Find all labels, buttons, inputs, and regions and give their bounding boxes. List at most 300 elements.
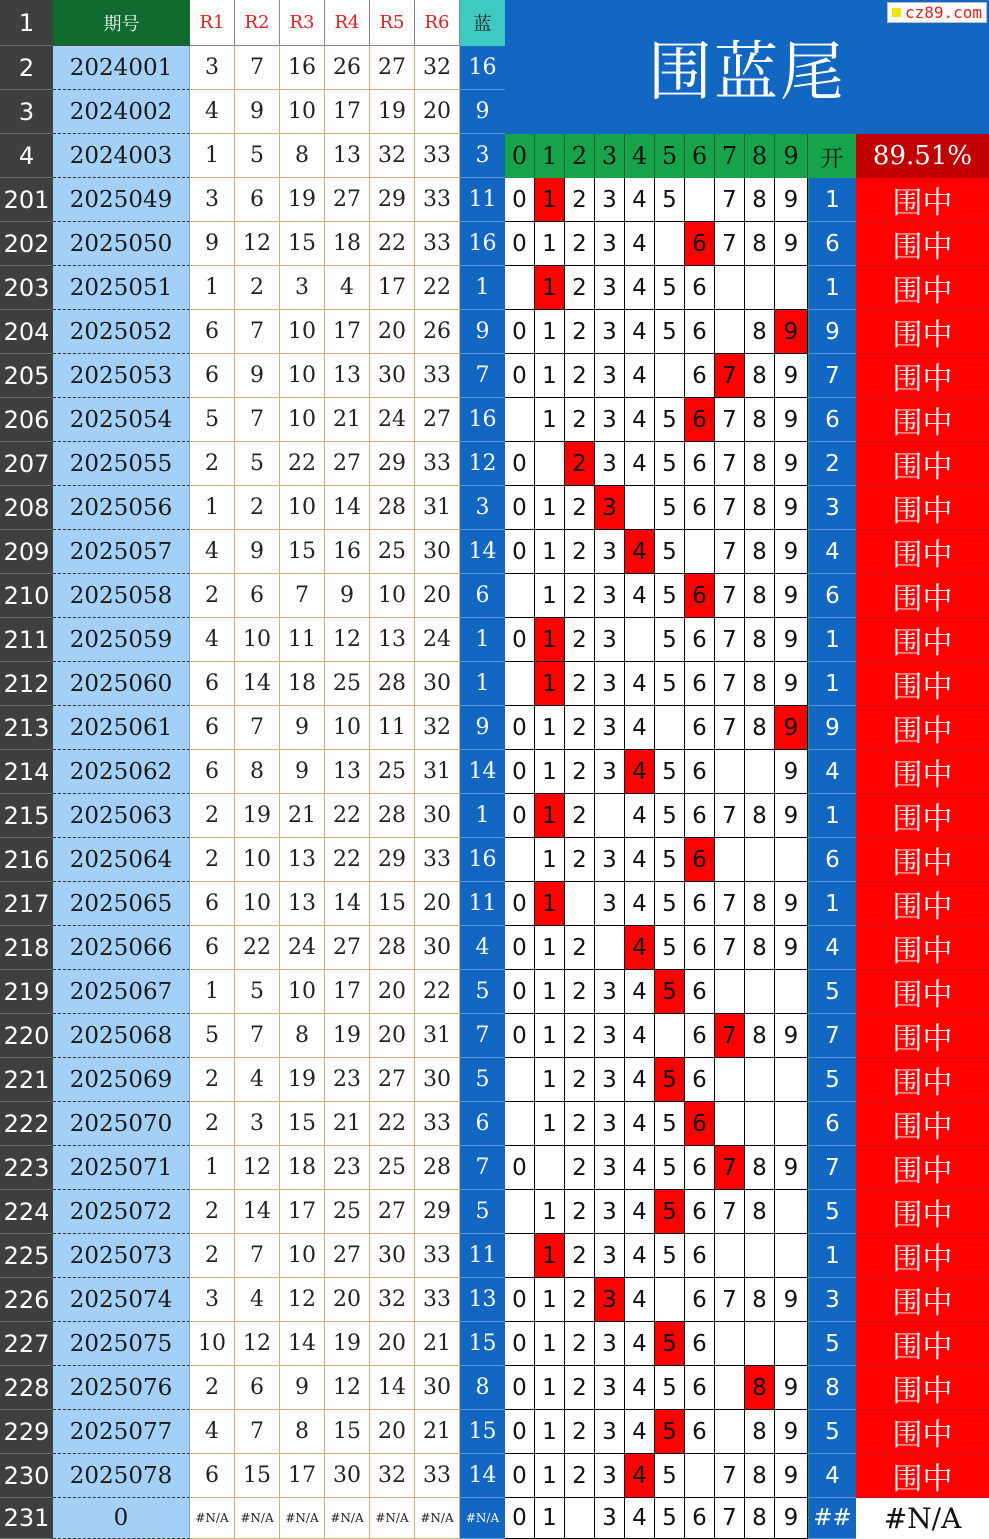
kai-cell[interactable]: ## [808,1498,856,1539]
tail-digit-cell[interactable]: 2 [565,1058,595,1102]
result-cell[interactable]: 围中 [856,970,989,1014]
tail-digit-cell[interactable]: 8 [745,442,775,486]
tail-digit-cell[interactable]: 2 [565,178,595,222]
tail-digit-cell[interactable]: 1 [535,530,565,574]
tail-digit-cell[interactable]: 6 [685,1410,715,1454]
tail-digit-cell[interactable]: 9 [775,442,808,486]
tail-digit-cell[interactable]: 5 [655,882,685,926]
tail-digit-cell[interactable] [775,266,808,310]
tail-digit-cell[interactable]: 4 [625,706,655,750]
kai-cell[interactable]: 7 [808,1014,856,1058]
tail-digit-cell[interactable] [775,1102,808,1146]
red-ball-cell[interactable]: 18 [325,222,370,266]
red-ball-cell[interactable]: 29 [370,442,415,486]
row-number[interactable]: 1 [0,0,53,46]
tail-digit-cell[interactable] [565,882,595,926]
red-ball-cell[interactable]: 12 [235,222,280,266]
row-number[interactable]: 215 [0,794,53,838]
tail-digit-cell[interactable]: 4 [625,1102,655,1146]
tail-digit-cell[interactable]: 3 [595,1234,625,1278]
red-ball-cell[interactable]: 24 [370,398,415,442]
red-ball-cell[interactable]: 22 [415,266,460,310]
tail-digit-cell[interactable]: 0 [505,1498,535,1539]
tail-digit-cell[interactable]: 8 [745,1190,775,1234]
red-ball-cell[interactable]: 29 [370,178,415,222]
tail-digit-cell[interactable]: 0 [505,794,535,838]
tail-digit-cell[interactable] [715,1234,745,1278]
tail-digit-cell[interactable]: 6 [685,354,715,398]
tail-digit-cell[interactable]: 2 [565,310,595,354]
result-cell[interactable]: 围中 [856,1102,989,1146]
red-ball-cell[interactable]: 2 [190,1102,235,1146]
red-ball-cell[interactable]: 9 [280,750,325,794]
red-ball-cell[interactable]: 15 [235,1454,280,1498]
red-ball-cell[interactable]: 20 [370,1410,415,1454]
red-ball-cell[interactable]: 16 [280,46,325,90]
blue-ball-cell[interactable]: 12 [460,442,505,486]
red-ball-cell[interactable]: 7 [235,310,280,354]
tail-digit-cell[interactable]: 2 [565,1410,595,1454]
tail-digit-cell[interactable]: 7 [715,706,745,750]
tail-digit-cell[interactable] [505,1190,535,1234]
kai-cell[interactable]: 1 [808,266,856,310]
red-ball-cell[interactable]: 18 [280,662,325,706]
blue-ball-cell[interactable]: 6 [460,1102,505,1146]
red-ball-cell[interactable]: 25 [325,1190,370,1234]
red-ball-cell[interactable]: 17 [280,1190,325,1234]
row-number[interactable]: 217 [0,882,53,926]
red-ball-cell[interactable]: 27 [370,1058,415,1102]
row-number[interactable]: 210 [0,574,53,618]
kai-cell[interactable]: 1 [808,618,856,662]
tail-hit-cell[interactable]: 5 [655,1322,685,1366]
period-cell[interactable]: 2025074 [53,1278,190,1322]
red-ball-cell[interactable]: 30 [325,1454,370,1498]
red-ball-cell[interactable]: 27 [370,1190,415,1234]
tail-digit-cell[interactable]: 2 [565,354,595,398]
tail-digit-cell[interactable]: 7 [715,1190,745,1234]
tail-digit-cell[interactable]: 3 [595,1102,625,1146]
red-ball-cell[interactable]: 2 [190,574,235,618]
period-cell[interactable]: 2025066 [53,926,190,970]
row-number[interactable]: 211 [0,618,53,662]
red-ball-cell[interactable]: 21 [415,1322,460,1366]
tail-digit-cell[interactable]: 5 [655,618,685,662]
blue-ball-cell[interactable]: 4 [460,926,505,970]
tail-hit-cell[interactable]: 1 [535,794,565,838]
result-cell[interactable]: 围中 [856,750,989,794]
red-ball-cell[interactable]: 30 [415,662,460,706]
red-ball-cell[interactable]: 4 [190,90,235,134]
red-ball-cell[interactable]: 30 [415,794,460,838]
tail-digit-cell[interactable]: 5 [655,838,685,882]
tail-digit-cell[interactable]: 1 [535,1322,565,1366]
period-cell[interactable]: 2025052 [53,310,190,354]
tail-digit-cell[interactable]: 6 [685,442,715,486]
row-number[interactable]: 219 [0,970,53,1014]
red-ball-cell[interactable]: 5 [190,398,235,442]
hit-rate[interactable]: 89.51% [856,134,989,178]
tail-digit-cell[interactable]: 9 [775,530,808,574]
tail-digit-cell[interactable]: 8 [745,1278,775,1322]
red-ball-cell[interactable]: 14 [280,1322,325,1366]
red-ball-cell[interactable]: 30 [370,1234,415,1278]
red-ball-cell[interactable]: 14 [235,1190,280,1234]
tail-digit-cell[interactable]: 3 [595,574,625,618]
tail-digit-cell[interactable]: 5 [655,442,685,486]
tail-digit-cell[interactable]: 6 [685,1190,715,1234]
tail-digit-cell[interactable] [625,618,655,662]
tail-digit-cell[interactable]: 7 [715,618,745,662]
tail-digit-cell[interactable] [505,662,535,706]
red-ball-cell[interactable]: 2 [190,1234,235,1278]
tail-digit-cell[interactable]: 6 [685,266,715,310]
row-number[interactable]: 4 [0,134,53,178]
red-ball-cell[interactable]: 7 [235,1234,280,1278]
tail-hit-cell[interactable]: 1 [535,882,565,926]
tail-digit-cell[interactable] [505,1234,535,1278]
tail-digit-cell[interactable]: 8 [745,926,775,970]
red-ball-cell[interactable]: 20 [415,90,460,134]
tail-digit-cell[interactable] [505,574,535,618]
period-cell[interactable]: 2025072 [53,1190,190,1234]
period-cell[interactable]: 2025058 [53,574,190,618]
tail-digit-cell[interactable]: 4 [625,310,655,354]
header-tail-2[interactable]: 2 [565,134,595,178]
red-ball-cell[interactable]: 28 [415,1146,460,1190]
red-ball-cell[interactable]: 26 [325,46,370,90]
red-ball-cell[interactable]: #N/A [370,1498,415,1539]
period-cell[interactable]: 2024003 [53,134,190,178]
red-ball-cell[interactable]: 28 [370,926,415,970]
period-cell[interactable]: 2025078 [53,1454,190,1498]
red-ball-cell[interactable]: 25 [370,750,415,794]
tail-digit-cell[interactable]: 0 [505,178,535,222]
blue-ball-cell[interactable]: 7 [460,1014,505,1058]
tail-hit-cell[interactable]: 4 [625,1454,655,1498]
red-ball-cell[interactable]: 17 [325,310,370,354]
tail-digit-cell[interactable]: 5 [655,1454,685,1498]
result-cell[interactable]: 围中 [856,266,989,310]
red-ball-cell[interactable]: 14 [370,1366,415,1410]
blue-ball-cell[interactable]: 16 [460,398,505,442]
tail-digit-cell[interactable] [745,1102,775,1146]
result-cell[interactable]: 围中 [856,1234,989,1278]
header-blue[interactable]: 蓝 [460,0,505,46]
tail-digit-cell[interactable] [715,838,745,882]
red-ball-cell[interactable]: 6 [235,574,280,618]
tail-digit-cell[interactable] [745,1234,775,1278]
red-ball-cell[interactable]: 2 [235,266,280,310]
header-tail-3[interactable]: 3 [595,134,625,178]
tail-digit-cell[interactable]: 2 [565,1322,595,1366]
tail-digit-cell[interactable]: 4 [625,1058,655,1102]
red-ball-cell[interactable]: 15 [280,530,325,574]
tail-digit-cell[interactable]: 3 [595,1322,625,1366]
tail-digit-cell[interactable]: 4 [625,970,655,1014]
tail-digit-cell[interactable]: 6 [685,1146,715,1190]
tail-digit-cell[interactable] [505,1058,535,1102]
period-cell[interactable]: 2025060 [53,662,190,706]
tail-digit-cell[interactable] [655,1278,685,1322]
tail-digit-cell[interactable]: 1 [535,706,565,750]
red-ball-cell[interactable]: 25 [370,1146,415,1190]
result-cell[interactable]: 围中 [856,1410,989,1454]
row-number[interactable]: 223 [0,1146,53,1190]
red-ball-cell[interactable]: 13 [280,882,325,926]
tail-digit-cell[interactable] [505,266,535,310]
red-ball-cell[interactable]: 23 [325,1058,370,1102]
tail-digit-cell[interactable]: 0 [505,618,535,662]
tail-digit-cell[interactable]: 3 [595,882,625,926]
red-ball-cell[interactable]: 4 [190,1410,235,1454]
tail-digit-cell[interactable]: 9 [775,882,808,926]
blue-ball-cell[interactable]: 3 [460,486,505,530]
kai-cell[interactable]: 9 [808,706,856,750]
red-ball-cell[interactable]: 9 [235,354,280,398]
row-number[interactable]: 209 [0,530,53,574]
period-cell[interactable]: 2025075 [53,1322,190,1366]
tail-digit-cell[interactable]: 5 [655,1146,685,1190]
blue-ball-cell[interactable]: 1 [460,662,505,706]
header-red-3[interactable]: R3 [280,0,325,46]
red-ball-cell[interactable]: 2 [190,442,235,486]
blue-ball-cell[interactable]: 9 [460,706,505,750]
tail-digit-cell[interactable]: 3 [595,706,625,750]
tail-digit-cell[interactable]: 7 [715,1498,745,1539]
red-ball-cell[interactable]: 28 [370,662,415,706]
row-number[interactable]: 221 [0,1058,53,1102]
row-number[interactable]: 227 [0,1322,53,1366]
red-ball-cell[interactable]: 6 [235,178,280,222]
kai-cell[interactable]: 1 [808,1234,856,1278]
red-ball-cell[interactable]: 6 [190,750,235,794]
tail-digit-cell[interactable]: 9 [775,178,808,222]
red-ball-cell[interactable]: 15 [280,222,325,266]
red-ball-cell[interactable]: 33 [415,1454,460,1498]
tail-digit-cell[interactable]: 0 [505,1366,535,1410]
tail-digit-cell[interactable]: 1 [535,398,565,442]
tail-digit-cell[interactable]: 0 [505,1454,535,1498]
result-cell[interactable]: 围中 [856,662,989,706]
red-ball-cell[interactable]: 3 [190,46,235,90]
tail-digit-cell[interactable]: 5 [655,1498,685,1539]
period-cell[interactable]: 2025069 [53,1058,190,1102]
tail-digit-cell[interactable]: 9 [775,794,808,838]
red-ball-cell[interactable]: 7 [280,574,325,618]
tail-digit-cell[interactable]: 5 [655,926,685,970]
kai-cell[interactable]: 6 [808,398,856,442]
result-cell[interactable]: #N/A [856,1498,989,1539]
result-cell[interactable]: 围中 [856,882,989,926]
blue-ball-cell[interactable]: 14 [460,1454,505,1498]
blue-ball-cell[interactable]: 14 [460,750,505,794]
kai-cell[interactable]: 3 [808,486,856,530]
tail-digit-cell[interactable]: 3 [595,1190,625,1234]
red-ball-cell[interactable]: #N/A [325,1498,370,1539]
tail-digit-cell[interactable]: 7 [715,398,745,442]
red-ball-cell[interactable]: 27 [325,442,370,486]
red-ball-cell[interactable]: 12 [325,618,370,662]
tail-digit-cell[interactable]: 9 [775,574,808,618]
tail-digit-cell[interactable] [715,1366,745,1410]
tail-digit-cell[interactable]: 2 [565,1278,595,1322]
tail-digit-cell[interactable]: 6 [685,1058,715,1102]
red-ball-cell[interactable]: 30 [370,354,415,398]
tail-digit-cell[interactable]: 3 [595,1058,625,1102]
red-ball-cell[interactable]: 6 [190,310,235,354]
red-ball-cell[interactable]: 12 [325,1366,370,1410]
period-cell[interactable]: 2025073 [53,1234,190,1278]
tail-digit-cell[interactable]: 4 [625,1322,655,1366]
tail-digit-cell[interactable]: 2 [565,618,595,662]
period-cell[interactable]: 2024001 [53,46,190,90]
period-cell[interactable]: 2025057 [53,530,190,574]
tail-digit-cell[interactable]: 5 [655,794,685,838]
tail-digit-cell[interactable] [535,442,565,486]
red-ball-cell[interactable]: 3 [190,178,235,222]
red-ball-cell[interactable]: 33 [415,838,460,882]
tail-digit-cell[interactable]: 9 [775,1410,808,1454]
tail-digit-cell[interactable]: 3 [595,442,625,486]
tail-digit-cell[interactable]: 6 [685,1014,715,1058]
blue-ball-cell[interactable]: 1 [460,618,505,662]
row-number[interactable]: 216 [0,838,53,882]
kai-cell[interactable]: 1 [808,662,856,706]
tail-digit-cell[interactable]: 6 [685,794,715,838]
result-cell[interactable]: 围中 [856,1146,989,1190]
tail-digit-cell[interactable]: 0 [505,706,535,750]
tail-digit-cell[interactable]: 8 [745,1454,775,1498]
kai-cell[interactable]: 2 [808,442,856,486]
red-ball-cell[interactable]: 15 [325,1410,370,1454]
red-ball-cell[interactable]: #N/A [280,1498,325,1539]
tail-hit-cell[interactable]: 7 [715,354,745,398]
result-cell[interactable]: 围中 [856,1014,989,1058]
kai-cell[interactable]: 4 [808,926,856,970]
red-ball-cell[interactable]: 21 [325,1102,370,1146]
red-ball-cell[interactable]: 20 [415,882,460,926]
red-ball-cell[interactable]: 22 [280,442,325,486]
red-ball-cell[interactable]: 7 [235,706,280,750]
red-ball-cell[interactable]: 13 [280,838,325,882]
red-ball-cell[interactable]: 7 [235,46,280,90]
red-ball-cell[interactable]: 8 [235,750,280,794]
tail-hit-cell[interactable]: 2 [565,442,595,486]
red-ball-cell[interactable]: 6 [190,882,235,926]
tail-digit-cell[interactable]: 8 [745,398,775,442]
red-ball-cell[interactable]: 2 [190,838,235,882]
tail-digit-cell[interactable]: 7 [715,222,745,266]
tail-hit-cell[interactable]: 4 [625,750,655,794]
tail-digit-cell[interactable]: 1 [535,1498,565,1539]
red-ball-cell[interactable]: 10 [280,310,325,354]
tail-digit-cell[interactable]: 1 [535,1014,565,1058]
period-cell[interactable]: 0 [53,1498,190,1539]
red-ball-cell[interactable]: 33 [415,1102,460,1146]
tail-digit-cell[interactable]: 4 [625,266,655,310]
red-ball-cell[interactable]: 4 [190,530,235,574]
tail-digit-cell[interactable]: 0 [505,1322,535,1366]
kai-cell[interactable]: 6 [808,574,856,618]
tail-digit-cell[interactable]: 4 [625,1234,655,1278]
blue-ball-cell[interactable]: 6 [460,574,505,618]
period-cell[interactable]: 2025070 [53,1102,190,1146]
tail-digit-cell[interactable]: 6 [685,1366,715,1410]
tail-digit-cell[interactable]: 6 [685,706,715,750]
tail-digit-cell[interactable]: 2 [565,1454,595,1498]
red-ball-cell[interactable]: 10 [325,706,370,750]
row-number[interactable]: 214 [0,750,53,794]
red-ball-cell[interactable]: 3 [190,1278,235,1322]
red-ball-cell[interactable]: 33 [415,442,460,486]
tail-digit-cell[interactable]: 6 [685,750,715,794]
red-ball-cell[interactable]: 15 [280,1102,325,1146]
tail-digit-cell[interactable]: 3 [595,1146,625,1190]
tail-digit-cell[interactable]: 5 [655,662,685,706]
header-tail-5[interactable]: 5 [655,134,685,178]
red-ball-cell[interactable]: 11 [370,706,415,750]
tail-hit-cell[interactable]: 6 [685,574,715,618]
tail-digit-cell[interactable]: 4 [625,1366,655,1410]
tail-digit-cell[interactable] [745,1322,775,1366]
tail-hit-cell[interactable]: 8 [745,1366,775,1410]
result-cell[interactable]: 围中 [856,442,989,486]
kai-cell[interactable]: 3 [808,1278,856,1322]
red-ball-cell[interactable]: 25 [325,662,370,706]
red-ball-cell[interactable]: 10 [280,90,325,134]
red-ball-cell[interactable]: 31 [415,750,460,794]
red-ball-cell[interactable]: 32 [370,1278,415,1322]
tail-digit-cell[interactable]: 1 [535,926,565,970]
red-ball-cell[interactable]: 14 [325,486,370,530]
red-ball-cell[interactable]: 10 [280,486,325,530]
red-ball-cell[interactable]: 1 [190,970,235,1014]
red-ball-cell[interactable]: 10 [280,970,325,1014]
red-ball-cell[interactable]: 30 [415,530,460,574]
tail-digit-cell[interactable] [775,1322,808,1366]
tail-digit-cell[interactable]: 9 [775,662,808,706]
red-ball-cell[interactable]: 10 [235,882,280,926]
blue-ball-cell[interactable]: 3 [460,134,505,178]
tail-digit-cell[interactable]: 0 [505,442,535,486]
red-ball-cell[interactable]: 16 [325,530,370,574]
red-ball-cell[interactable]: 17 [325,970,370,1014]
tail-digit-cell[interactable]: 1 [535,1278,565,1322]
tail-digit-cell[interactable]: 3 [595,662,625,706]
tail-digit-cell[interactable]: 7 [715,794,745,838]
tail-digit-cell[interactable] [535,1146,565,1190]
red-ball-cell[interactable]: 4 [190,618,235,662]
tail-digit-cell[interactable]: 2 [565,222,595,266]
tail-digit-cell[interactable]: 8 [745,178,775,222]
red-ball-cell[interactable]: 6 [190,354,235,398]
tail-digit-cell[interactable]: 0 [505,530,535,574]
tail-digit-cell[interactable]: 2 [565,398,595,442]
tail-digit-cell[interactable] [655,1014,685,1058]
tail-digit-cell[interactable]: 2 [565,1102,595,1146]
result-cell[interactable]: 围中 [856,1322,989,1366]
red-ball-cell[interactable]: 20 [370,1014,415,1058]
tail-digit-cell[interactable] [685,1454,715,1498]
red-ball-cell[interactable]: 7 [235,398,280,442]
red-ball-cell[interactable]: 12 [280,1278,325,1322]
red-ball-cell[interactable]: 25 [370,530,415,574]
tail-hit-cell[interactable]: 7 [715,1014,745,1058]
row-number[interactable]: 218 [0,926,53,970]
red-ball-cell[interactable]: 21 [280,794,325,838]
tail-digit-cell[interactable] [655,222,685,266]
